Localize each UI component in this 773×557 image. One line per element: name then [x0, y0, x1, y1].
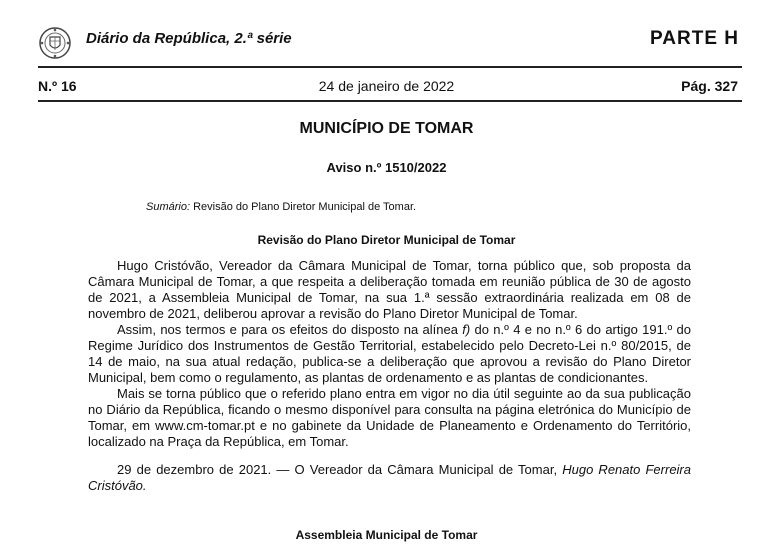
next-section-heading: Assembleia Municipal de Tomar — [295, 528, 478, 542]
publication-date: 24 de janeiro de 2022 — [318, 78, 455, 94]
header-divider-top — [38, 66, 742, 68]
coat-of-arms-icon — [38, 26, 72, 60]
paragraph-legal-basis — [88, 322, 691, 386]
signoff — [88, 462, 691, 494]
paragraph-entry-into-force: Mais se torna público que o referido plano entra em vigor no dia útil seguinte ao da sua publicação no Diário da República, ficando o mesmo disponível para consulta na página eletrónica do Município de Tomar, em www.cm-tomar.pt e no gabinete da Unidade de Planeamento e Ordenamento do Território, localizado na Praça da República, em Tomar. — [88, 386, 691, 449]
notice-body — [88, 258, 691, 494]
paragraph-legal-basis-start: Assim, nos termos e para os efeitos do disposto na alínea — [117, 322, 463, 337]
signoff-text: 29 de dezembro de 2021. — O Vereador da Câmara Municipal de Tomar, — [117, 462, 563, 477]
journal-title: Diário da República, 2.ª série — [86, 30, 292, 47]
paragraph-legal-basis-subparagraph: f) — [462, 322, 471, 337]
summary-label: Sumário: — [146, 201, 191, 213]
section-subtitle: Revisão do Plano Diretor Municipal de Tomar — [257, 233, 516, 247]
paragraph-legal-basis-end: do n.º 4 e no n.º 6 do artigo 191.º do Regime Jurídico dos Instrumentos de Gestão Territorial, estabelecido pelo Decreto-Lei n.º 80/2015, de 14 de maio, na sua atual redação, publica-se a deliberação que aprovou a revisão do Plano Diretor Municipal, bem como o regulamento, as plantas de ordenamento e as plantas de condicionantes. — [88, 322, 691, 385]
issue-number: N.º 16 — [38, 78, 77, 94]
notice-title: Aviso n.º 1510/2022 — [326, 160, 447, 175]
entity-heading: MUNICÍPIO DE TOMAR — [299, 120, 474, 137]
paragraph-announcement: Hugo Cristóvão, Vereador da Câmara Municipal de Tomar, torna público que, sob proposta da Câmara Municipal de Tomar, a que respeita a deliberação tomada em reunião pública de 30 de agosto de 2021, a Assembleia Municipal de Tomar, na sua 1.ª sessão extraordinária realizada em 08 de novembro de 2021, deliberou aprovar a revisão do Plano Diretor Municipal de Tomar. — [88, 258, 691, 321]
header-divider-bottom — [38, 100, 742, 102]
signoff-name: Hugo Renato Ferreira Cristóvão. — [88, 462, 691, 493]
part-label: PARTE H — [650, 28, 739, 49]
page-number: Pág. 327 — [681, 78, 738, 94]
summary-text: Revisão do Plano Diretor Municipal de Tomar. — [190, 201, 417, 213]
summary — [146, 201, 416, 213]
